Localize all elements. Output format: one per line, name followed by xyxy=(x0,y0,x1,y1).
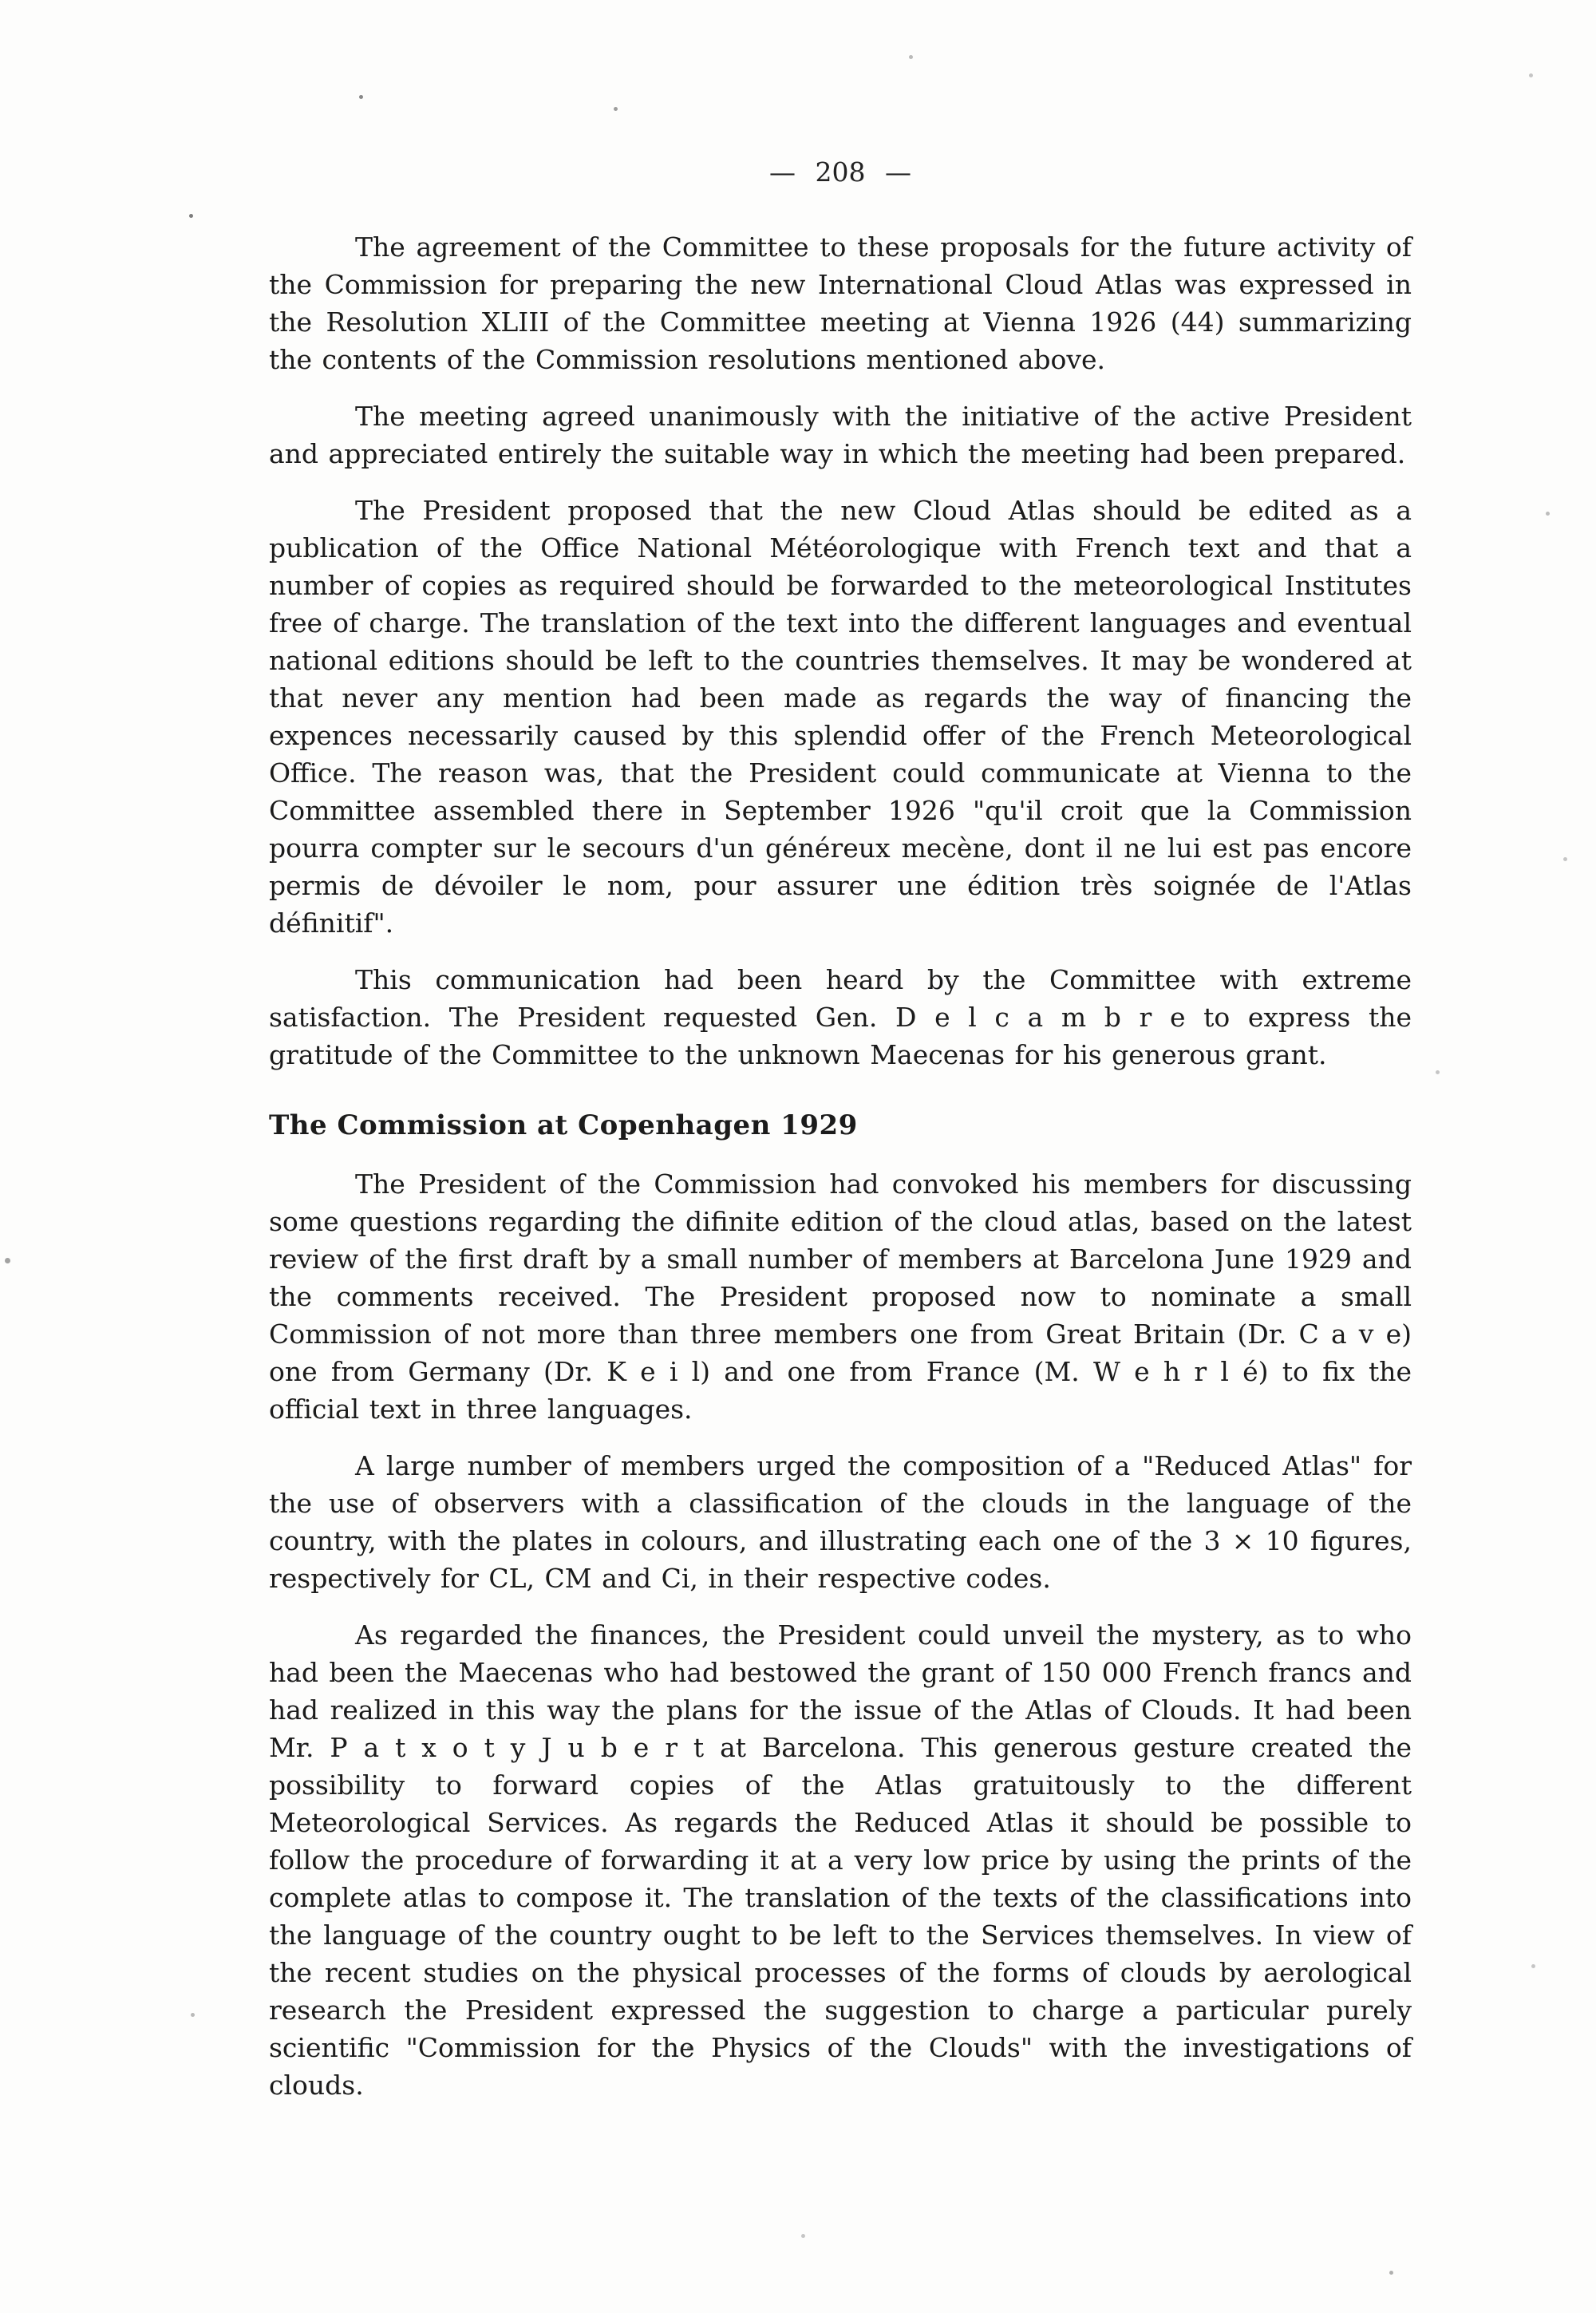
section-heading-copenhagen-1929: The Commission at Copenhagen 1929 xyxy=(269,1109,858,1141)
page-number: — 208 — xyxy=(769,156,911,188)
paragraph-president-proposed: The President proposed that the new Cloud Atlas should be edited as a publication of the Office National Météorologique with French text and that a number of copies as required should be forwarded to the meteorological Institutes free of charge. The translation of the text into the different languages and eventual national editions should be left to the countries themselves. It may be wondered at that never any mention had been made as regards the way of financing the expences necessarily caused by this splendid offer of the French Meteorological Office. The reason was, that the President could communicate at Vienna to the Committee assembled there in September 1926 "qu'il croit que la Commission pourra compter sur le secours d'un généreux mecène, dont il ne lui est pas encore permis de dévoiler le nom, pour assurer une édition très soignée de l'Atlas définitif". xyxy=(269,495,1412,939)
paragraph-finances-maecenas: As regarded the finances, the President could unveil the mystery, as to who had been the Maecenas who had bestowed the grant of 150 000 French francs and had realized in this way the plans for the issue of the Atlas of Clouds. It had been Mr. P a t x o t y J u b e r t at Barcelona. This generous gesture created the possibility to forward copies of the Atlas gratuitously to the different Meteorological Services. As regards the Reduced Atlas it should be possible to follow the procedure of forwarding it at a very low price by using the prints of the complete atlas to compose it. The translation of the texts of the classifications into the language of the country ought to be left to the Services themselves. In view of the recent studies on the physical processes of the forms of clouds by aerological research the President expressed the suggestion to charge a particular purely scientific "Commission for the Physics of the Clouds" with the investigations of clouds. xyxy=(269,1619,1412,2101)
paragraph-communication-heard: This communication had been heard by the Committee with extreme satisfaction. The President requested Gen. D e l c a m b r e to express the gratitude of the Committee to the unknown Maecenas for his generous grant. xyxy=(269,964,1412,1070)
scan-speckles xyxy=(0,0,2,2)
paragraph-reduced-atlas: A large number of members urged the composition of a "Reduced Atlas" for the use of observers with a classification of the clouds in the language of the country, with the plates in colours, and illustrating each one of the 3 × 10 figures, respectively for CL, CM and Ci, in their respective codes. xyxy=(269,1450,1412,1594)
paragraph-meeting-agreed: The meeting agreed unanimously with the initiative of the active President and appreciated entirely the suitable way in which the meeting had been prepared. xyxy=(269,401,1412,469)
paragraph-agreement: The agreement of the Committee to these proposals for the future activity of the Commission for preparing the new International Cloud Atlas was expressed in the Resolution XLIII of the Committee meeting at Vienna 1926 (44) summarizing the contents of the Commission resolutions mentioned above. xyxy=(269,231,1412,375)
paragraph-president-convoked: The President of the Commission had convoked his members for discussing some questions regarding the difinite edition of the cloud atlas, based on the latest review of the first draft by a small number of members at Barcelona June 1929 and the comments received. The President proposed now to nominate a small Commission of not more than three members one from Great Britain (Dr. C a v e) one from Germany (Dr. K e i l) and one from France (M. W e h r l é) to fix the official text in three languages. xyxy=(269,1168,1412,1425)
page-content xyxy=(269,156,1412,2123)
